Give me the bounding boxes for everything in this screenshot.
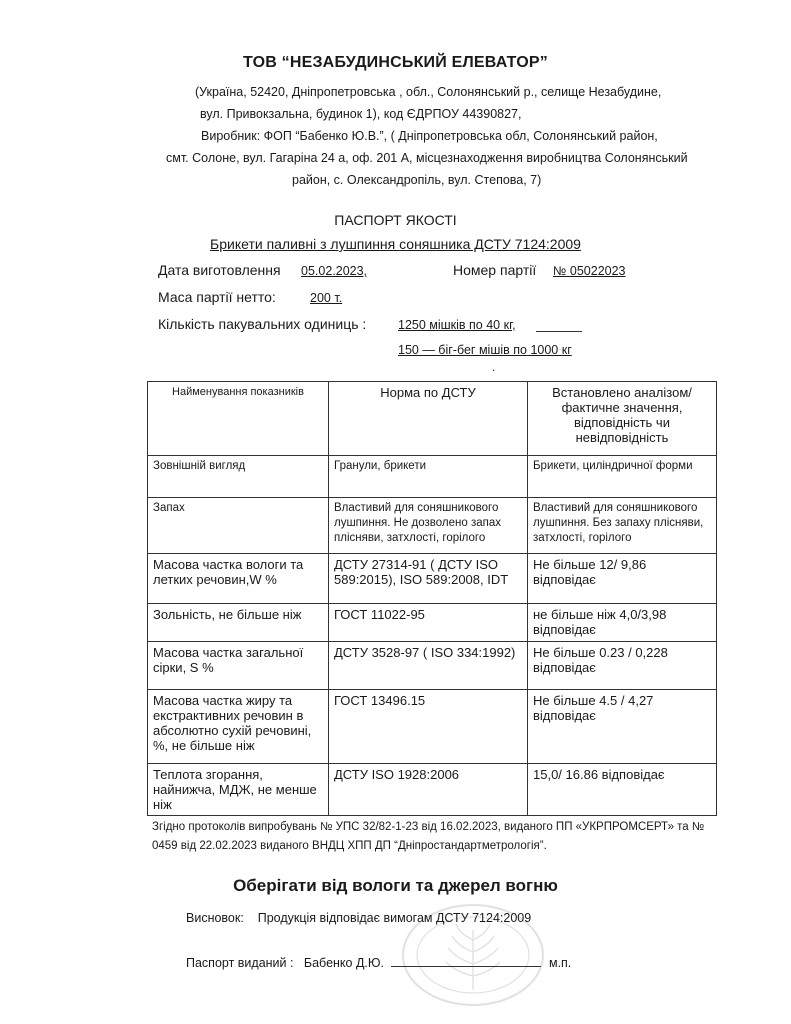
row-actual: Не більше 12/ 9,86 відповідає xyxy=(528,554,717,604)
row-actual: Не більше 4.5 / 4,27 відповідає xyxy=(528,690,717,764)
table-row xyxy=(148,642,717,690)
row-norm: ДСТУ 3528-97 ( ISO 334:1992) xyxy=(329,642,528,690)
product-name xyxy=(0,236,791,252)
units-line-1: 1250 мішків по 40 кг, xyxy=(398,318,516,332)
row-actual: Брикети, циліндричної форми xyxy=(528,456,717,498)
issued-by xyxy=(186,954,571,970)
units-line-1-fill xyxy=(536,318,582,337)
issued-label: Паспорт виданий : xyxy=(186,956,294,970)
row-name: Масова частка жиру та екстрактивних речовин в абсолютно сухій речовині, %, не більше ніж xyxy=(148,690,329,764)
conclusion-text: Продукція відповідає вимогам ДСТУ 7124:2009 xyxy=(257,911,532,925)
address-line-4: смт. Солоне, вул. Гагаріна 24 а, оф. 201 А, місцезнаходження виробництва Солонянський xyxy=(166,151,688,165)
address-line-3: Виробник: ФОП “Бабенко Ю.В.”, ( Дніпропетровська обл, Солонянський район, xyxy=(201,129,658,143)
passport-title: ПАСПОРТ ЯКОСТІ xyxy=(334,212,457,228)
signature-line xyxy=(391,954,541,967)
dot-mark: . xyxy=(492,360,496,374)
header-norm: Норма по ДСТУ xyxy=(329,382,528,456)
conclusion xyxy=(186,911,531,925)
row-norm: ГОСТ 13496.15 xyxy=(329,690,528,764)
row-actual: 15,0/ 16.86 відповідає xyxy=(528,764,717,816)
conclusion-label: Висновок: xyxy=(186,911,244,925)
test-protocols-note: Згідно протоколів випробувань № УПС 32/82-1-23 від 16.02.2023, виданого ПП «УКРПРОМСЕРТ» та № 0459 від 22.02.2023 виданого ВНДЦ ХПП ДП “Дніпростандартметрологія”. xyxy=(152,821,705,852)
table-row xyxy=(148,498,717,554)
row-norm: Гранули, брикети xyxy=(329,456,528,498)
table-row xyxy=(148,456,717,498)
row-norm: ГОСТ 11022-95 xyxy=(329,604,528,642)
row-name: Зовнішній вигляд xyxy=(148,456,329,498)
row-actual: Не більше 0.23 / 0,228 відповідає xyxy=(528,642,717,690)
row-name: Масова частка вологи та летких речовин,W % xyxy=(148,554,329,604)
row-norm: ДСТУ ISO 1928:2006 xyxy=(329,764,528,816)
stamp-place-label: м.п. xyxy=(548,956,572,970)
net-mass-label: Маса партії нетто: xyxy=(158,289,276,305)
company-name: ТОВ “НЕЗАБУДИНСЬКИЙ ЕЛЕВАТОР” xyxy=(243,54,548,71)
table-row xyxy=(148,604,717,642)
storage-warning: Оберігати від вологи та джерел вогню xyxy=(233,876,558,895)
row-name: Масова частка загальної сірки, S % xyxy=(148,642,329,690)
row-name: Запах xyxy=(148,498,329,554)
product-name-text: Брикети паливні з лушпиння соняшника ДСТУ 7124:2009 xyxy=(210,236,581,252)
issued-name: Бабенко Д.Ю. xyxy=(303,956,384,970)
address-line-2: вул. Привокзальна, будинок 1), код ЄДРПОУ 44390827, xyxy=(200,107,522,121)
quality-table xyxy=(147,381,717,816)
header-actual: Встановлено аналізом/ фактичне значення, відповідність чи невідповідність xyxy=(528,382,717,456)
row-norm: ДСТУ 27314-91 ( ДСТУ ISO 589:2015), ISO 589:2008, IDT xyxy=(329,554,528,604)
table-header-row xyxy=(148,382,717,456)
table-row xyxy=(148,690,717,764)
table-row xyxy=(148,764,717,816)
row-name: Теплота згорання, найнижча, МДЖ, не менше ніж xyxy=(148,764,329,816)
row-norm: Властивий для соняшникового лушпиння. Не дозволено запах плісняви, затхлості, горілого xyxy=(329,498,528,554)
manufacture-date-value: 05.02.2023, xyxy=(301,264,368,278)
units-line-2: 150 — біг-бег мішів по 1000 кг xyxy=(398,343,572,357)
net-mass-value: 200 т. xyxy=(310,291,343,305)
header-name: Найменування показників xyxy=(148,382,329,456)
address-line-1: (Україна, 52420, Дніпропетровська , обл., Солонянський р., селище Незабудине, xyxy=(195,85,662,99)
row-actual: не більше ніж 4,0/3,98 відповідає xyxy=(528,604,717,642)
manufacture-date-label: Дата виготовлення xyxy=(158,262,281,278)
row-actual: Властивий для соняшникового лушпиння. Без запаху плісняви, затхлості, горілого xyxy=(528,498,717,554)
batch-number-label: Номер партії xyxy=(453,262,537,278)
address-line-5: район, с. Олександропіль, вул. Степова, 7) xyxy=(292,173,542,187)
batch-number-value: № 05022023 xyxy=(553,264,626,278)
table-row xyxy=(148,554,717,604)
units-label: Кількість пакувальних одиниць : xyxy=(158,316,367,332)
row-name: Зольність, не більше ніж xyxy=(148,604,329,642)
